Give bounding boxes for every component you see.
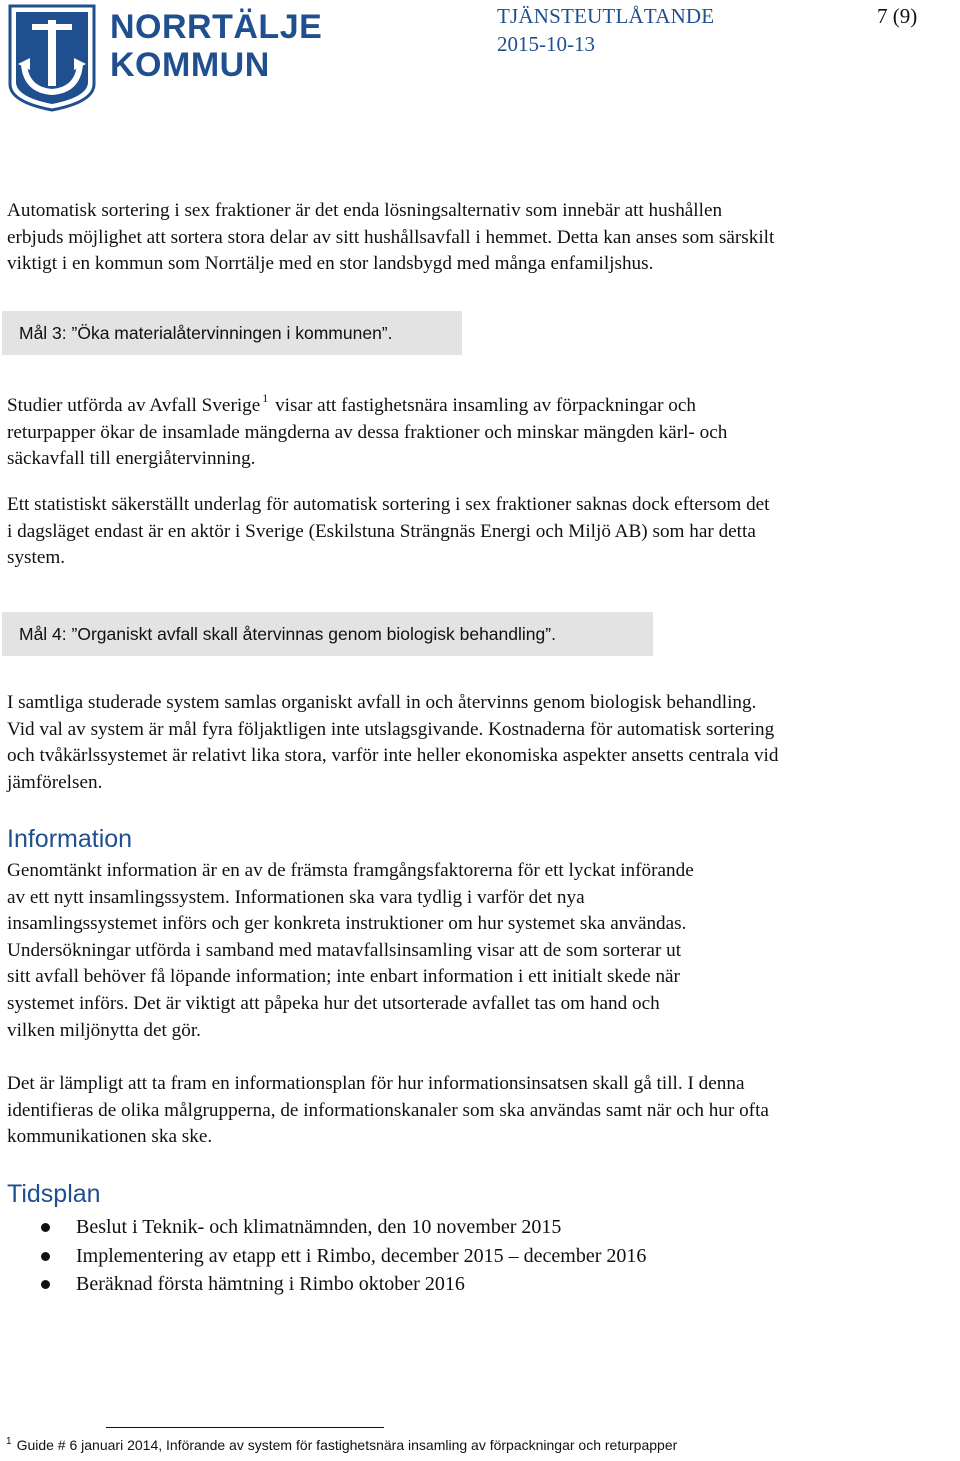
list-item [0, 1270, 960, 1299]
text-line: system. [7, 547, 66, 569]
document-date: 2015-10-13 [497, 32, 595, 56]
text-line: erbjuds möjlighet att sortera stora delar av sitt hushållsavfall i hemmet. Detta kan anses som särskilt [7, 226, 775, 248]
footnote-separator [106, 1427, 384, 1428]
text-line: säckavfall till energiåtervinning. [7, 448, 256, 470]
goal-4-text: Mål 4: ”Organiskt avfall skall återvinnas genom biologisk behandling”. [19, 624, 556, 644]
list-item [0, 1242, 960, 1271]
text-line: i dagsläget endast är en aktör i Sverige (Eskilstuna Strängnäs Energi och Miljö AB) som har detta [7, 520, 756, 542]
text-line: returpapper ökar de insamlade mängderna av dessa fraktioner och minskar mängden kärl- och [7, 421, 728, 443]
studies-line1-before: Studier utförda av Avfall Sverige [7, 395, 261, 416]
norrtalje-kommun-logo [4, 2, 323, 112]
footnote [6, 1436, 677, 1453]
logo-text-line2: KOMMUN [110, 46, 270, 84]
text-line: Automatisk sortering i sex fraktioner är det enda lösningsalternativ som innebär att hushållen [7, 200, 723, 221]
footnote-number: 1 [6, 1436, 12, 1447]
footnote-reference[interactable]: 1 [262, 391, 269, 405]
text-line: Vid val av system är mål fyra följaktligen inte utslagsgivande. Kostnaderna för automatisk sortering [7, 718, 775, 740]
text-line: Undersökningar utförda i samband med matavfallsinsamling visar att de som sorterar ut [7, 939, 682, 961]
text-line: Ett statistiskt säkerställt underlag för automatisk sortering i sex fraktioner saknas dock eftersom det [7, 494, 770, 515]
studies-line1-after: visar att fastighetsnära insamling av förpackningar och [270, 395, 696, 416]
footnote-text: Guide # 6 januari 2014, Införande av system för fastighetsnära insamling av förpackningar och returpapper [16, 1437, 678, 1453]
bullet-icon [41, 1223, 50, 1232]
information-paragraph-1 [7, 858, 957, 1044]
page-number: 7 (9) [877, 4, 918, 28]
list-item [0, 1213, 960, 1242]
text-line: identifieras de olika målgrupperna, de informationskanaler som ska användas samt när och hur ofta [7, 1099, 769, 1121]
studies-paragraph [7, 385, 957, 473]
organic-paragraph [7, 690, 957, 796]
text-line: I samtliga studerade system samlas organiskt avfall in och återvinns genom biologisk behandling. [7, 692, 757, 713]
intro-paragraph [7, 198, 957, 278]
list-item-text: Beslut i Teknik- och klimatnämnden, den 10 november 2015 [76, 1216, 562, 1238]
text-line: Det är lämpligt att ta fram en informationsplan för hur informationsinsatsen skall gå till. I denna [7, 1073, 745, 1094]
text-line: Genomtänkt information är en av de främsta framgångsfaktorerna för ett lyckat införande [7, 860, 694, 881]
text-line [7, 385, 957, 420]
bullet-icon [41, 1280, 50, 1289]
logo-text-line1: NORRTÄLJE [110, 8, 323, 46]
text-line: av ett nytt insamlingssystem. Informationen ska vara tydlig i varför det nya [7, 886, 585, 908]
text-line: jämförelsen. [7, 771, 103, 793]
timeline-heading: Tidsplan [7, 1180, 101, 1208]
text-line: insamlingssystemet införs och ger konkreta instruktioner om hur systemet ska användas. [7, 913, 687, 935]
text-line: vilken miljönytta det gör. [7, 1019, 201, 1041]
list-item-text: Implementering av etapp ett i Rimbo, december 2015 – december 2016 [76, 1244, 647, 1267]
text-line: kommunikationen ska ske. [7, 1126, 213, 1148]
timeline-list [0, 1213, 960, 1299]
text-line: och tvåkärlssystemet är relativt lika stora, varför inte heller ekonomiska aspekter ansetts centrala vid [7, 745, 779, 767]
list-item-text: Beräknad första hämtning i Rimbo oktober 2016 [76, 1273, 465, 1295]
information-heading: Information [7, 825, 133, 853]
information-paragraph-2 [7, 1071, 957, 1151]
statistics-paragraph [7, 492, 957, 572]
text-line: systemet införs. Det är viktigt att påpeka hur det utsorterade avfallet tas om hand och [7, 992, 660, 1014]
text-line: viktigt i en kommun som Norrtälje med en stor landsbygd med många enfamiljshus. [7, 253, 654, 275]
goal-3-text: Mål 3: ”Öka materialåtervinningen i kommunen”. [19, 323, 393, 343]
bullet-icon [41, 1252, 50, 1261]
document-type: TJÄNSTEUTLÅTANDE [497, 4, 715, 28]
goal-4-banner [2, 612, 653, 656]
goal-3-banner [2, 311, 462, 355]
text-line: sitt avfall behöver få löpande information; inte enbart information i ett initialt skede när [7, 966, 680, 988]
